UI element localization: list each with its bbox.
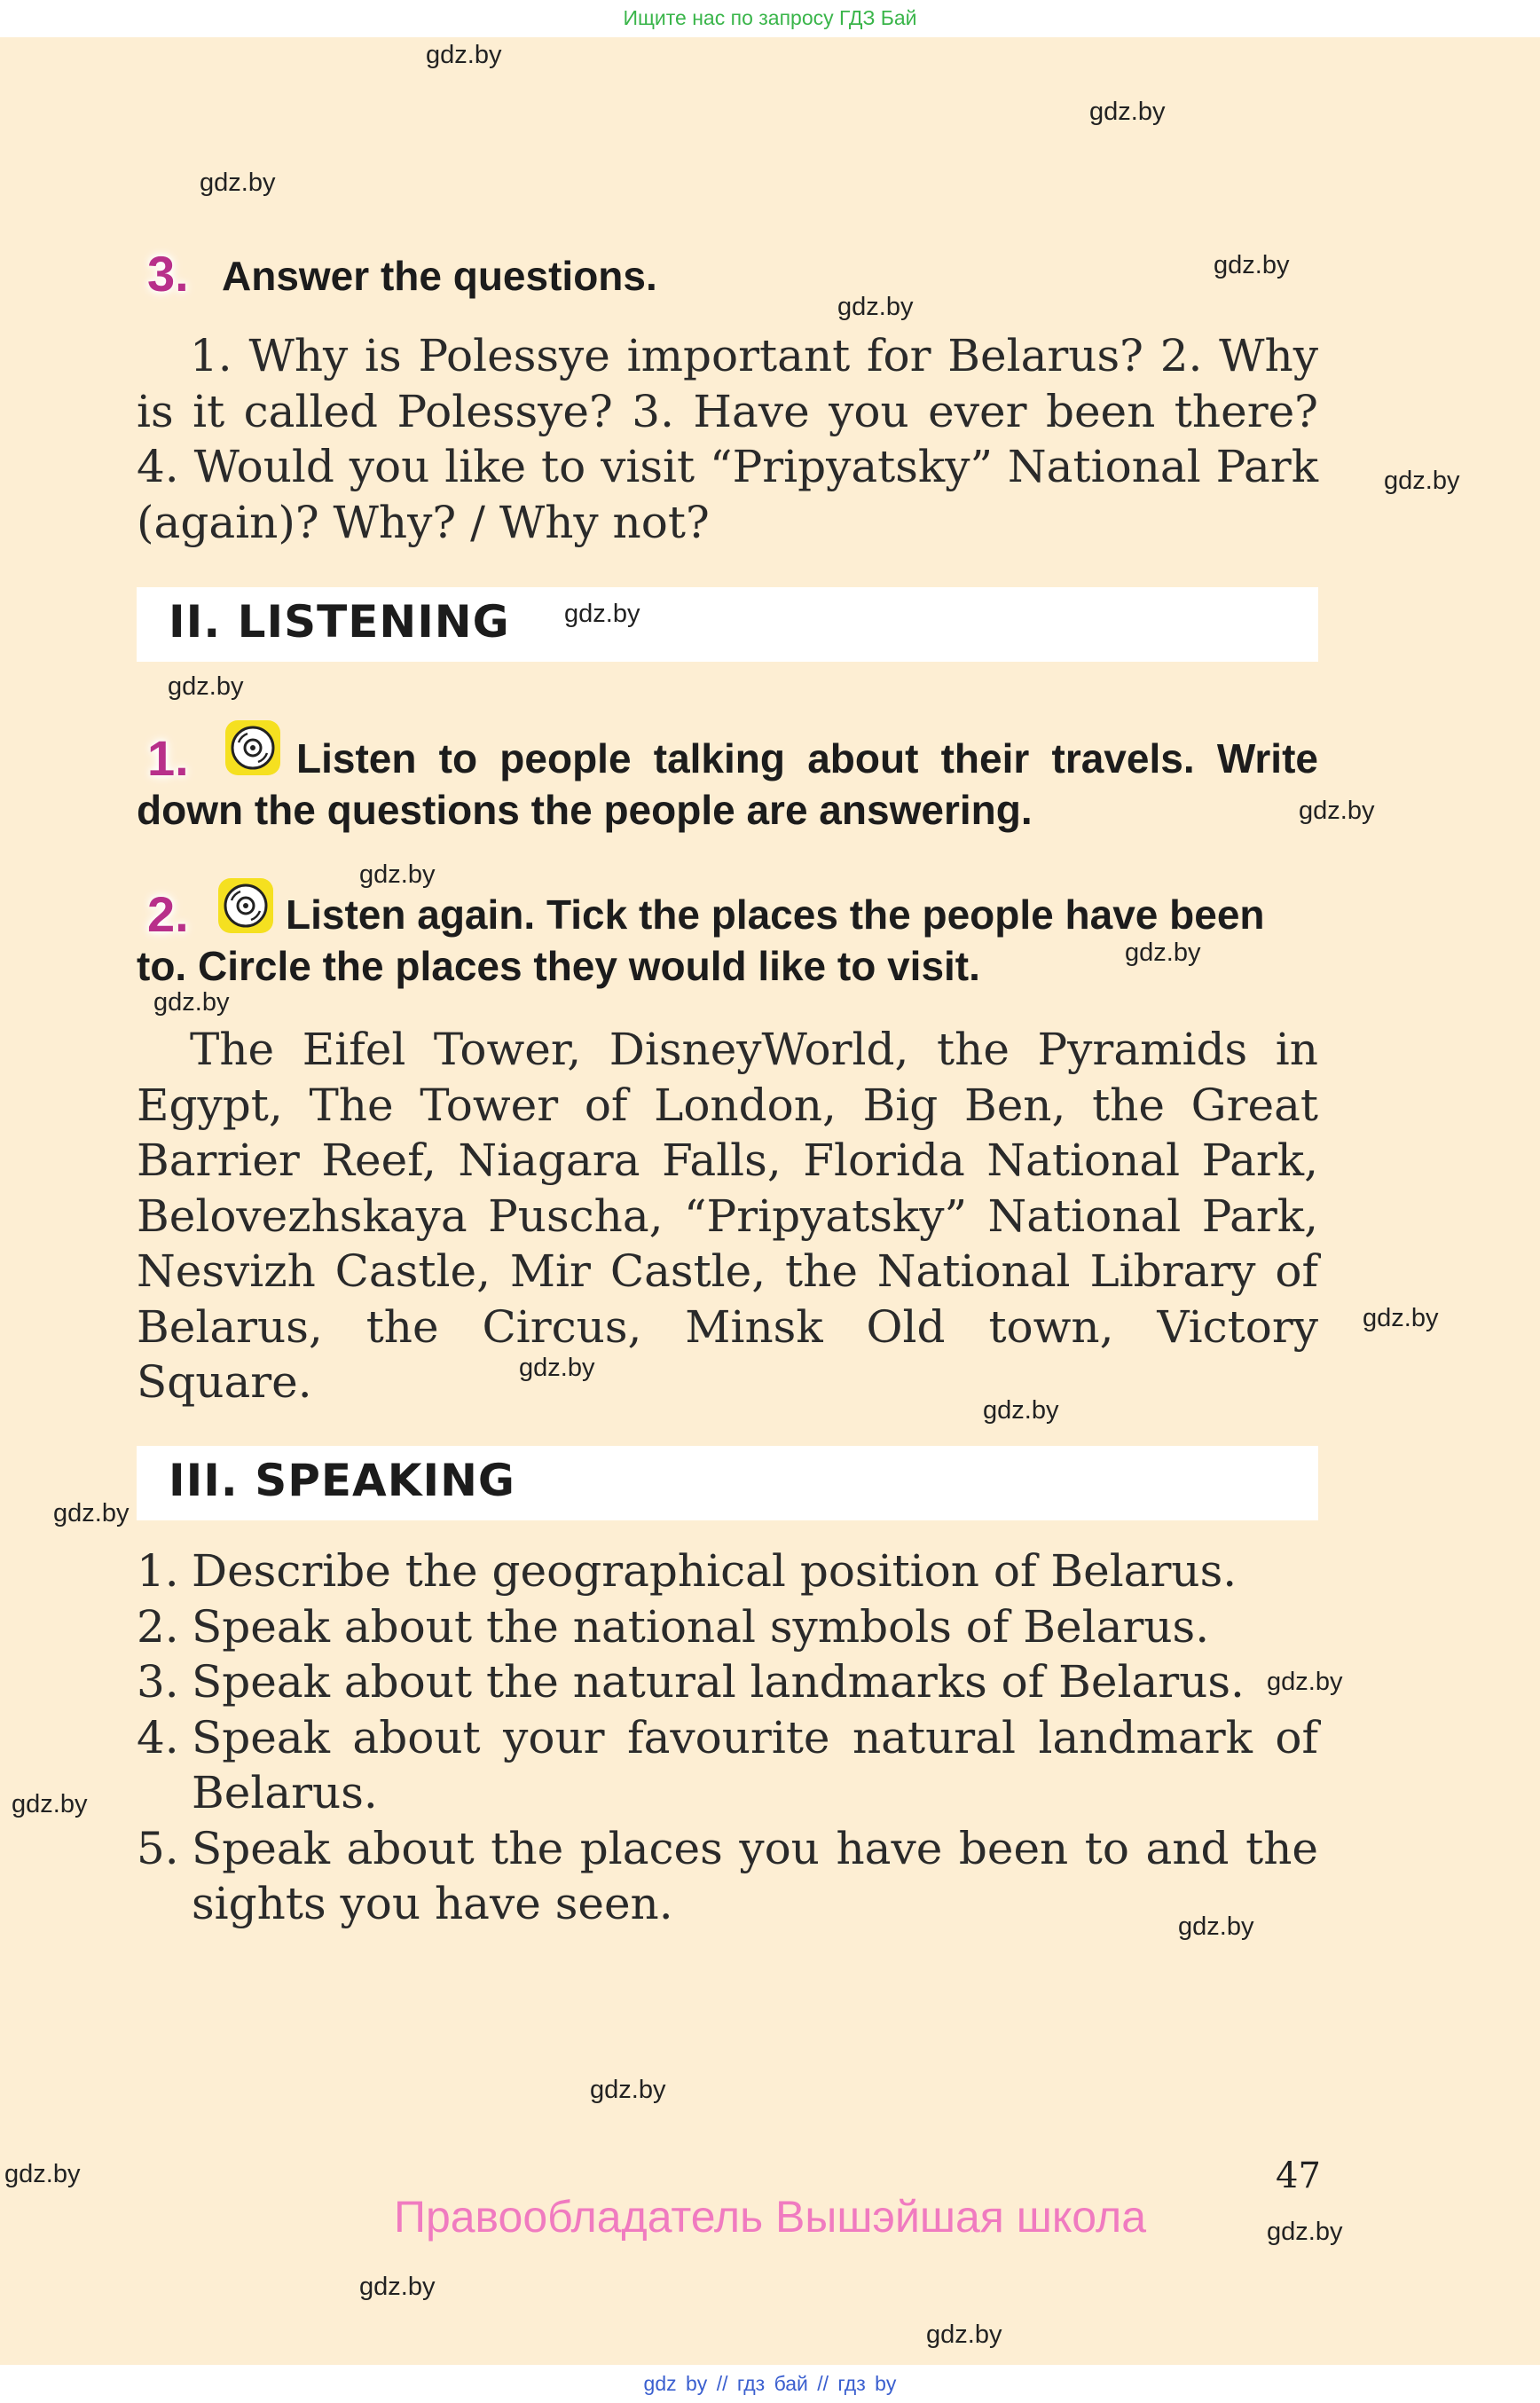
watermark: gdz.by: [4, 2160, 81, 2188]
watermark: gdz.by: [53, 1499, 130, 1527]
watermark: gdz.by: [359, 2273, 436, 2301]
watermark: gdz.by: [983, 1396, 1059, 1425]
watermark: gdz.by: [590, 2076, 666, 2104]
speaking-task-list: [137, 1543, 1318, 1932]
item-text: Speak about the places you have been to and the sights you have seen.: [192, 1822, 1318, 1929]
watermark: gdz.by: [1267, 1668, 1343, 1696]
page-number: 47: [1276, 2156, 1321, 2196]
bottom-links[interactable]: gdz by // гдз бай // гдз by: [0, 2365, 1540, 2403]
item-number: 2.: [137, 1600, 179, 1653]
list-item: [137, 1654, 1318, 1710]
watermark: gdz.by: [1214, 251, 1290, 279]
list-item: [137, 1599, 1318, 1655]
exercise-number: 2.: [147, 886, 189, 942]
watermark: gdz.by: [1178, 1912, 1254, 1941]
exercise-instruction: Answer the questions.: [222, 253, 657, 299]
copyright-notice: Правообладатель Вышэйшая школа: [394, 2192, 1146, 2242]
watermark: gdz.by: [200, 169, 276, 197]
section-title: II. LISTENING: [169, 596, 510, 648]
section-header-listening: [137, 587, 1318, 662]
watermark: gdz.by: [426, 41, 502, 69]
exercise-number: 1.: [147, 730, 189, 786]
exercise-instruction: Listen to people talking about their travels. Write down the questions the people are answering.: [137, 735, 1318, 833]
exercise-text: 1. Why is Polessye important for Belarus? 2. Why is it called Polessye? 3. Have you ever been there? 4. Would you like to visit “Pripyatsky” National Park (again)? Why? / Why not?: [137, 330, 1318, 548]
watermark: gdz.by: [168, 672, 244, 701]
watermark: gdz.by: [1267, 2218, 1343, 2246]
watermark: gdz.by: [1363, 1304, 1439, 1332]
watermark: gdz.by: [1125, 938, 1201, 967]
top-banner[interactable]: Ищите нас по запросу ГДЗ Бай: [0, 0, 1540, 37]
exercise-number: 3.: [147, 246, 189, 302]
watermark: gdz.by: [1089, 98, 1166, 126]
watermark: gdz.by: [1299, 797, 1375, 825]
watermark: gdz.by: [564, 600, 640, 628]
item-text: Speak about the natural landmarks of Belarus.: [192, 1656, 1245, 1708]
list-item: [137, 1821, 1318, 1932]
section-header-speaking: [137, 1446, 1318, 1520]
item-text: Speak about the national symbols of Belarus.: [192, 1600, 1210, 1653]
list-item: [137, 1543, 1318, 1599]
list-item: [137, 1710, 1318, 1821]
item-number: 3.: [137, 1656, 179, 1708]
watermark: gdz.by: [359, 860, 436, 889]
item-number: 5.: [137, 1822, 179, 1874]
item-text: Describe the geographical position of Belarus.: [192, 1545, 1238, 1597]
watermark: gdz.by: [153, 988, 230, 1017]
section-title: III. SPEAKING: [169, 1455, 515, 1506]
exercise-instruction: Listen again. Tick the places the people have been to. Circle the places they would like to visit.: [137, 891, 1265, 989]
places-list-text: The Eifel Tower, DisneyWorld, the Pyramids in Egypt, The Tower of London, Big Ben, the Great Barrier Reef, Niagara Falls, Florida National Park, Belovezhskaya Puscha, “Pripyatsky” National Park, Nesvizh Castle, Mir Castle, the National Library of Belarus, the Circus, Minsk Old town, Victory Square.: [137, 1024, 1318, 1408]
item-number: 4.: [137, 1711, 179, 1763]
item-text: Speak about your favourite natural landmark of Belarus.: [192, 1711, 1318, 1818]
item-number: 1.: [137, 1545, 179, 1597]
watermark: gdz.by: [1384, 467, 1460, 495]
watermark: gdz.by: [12, 1790, 88, 1818]
watermark: gdz.by: [926, 2321, 1002, 2349]
watermark: gdz.by: [519, 1354, 595, 1382]
watermark: gdz.by: [837, 293, 914, 321]
